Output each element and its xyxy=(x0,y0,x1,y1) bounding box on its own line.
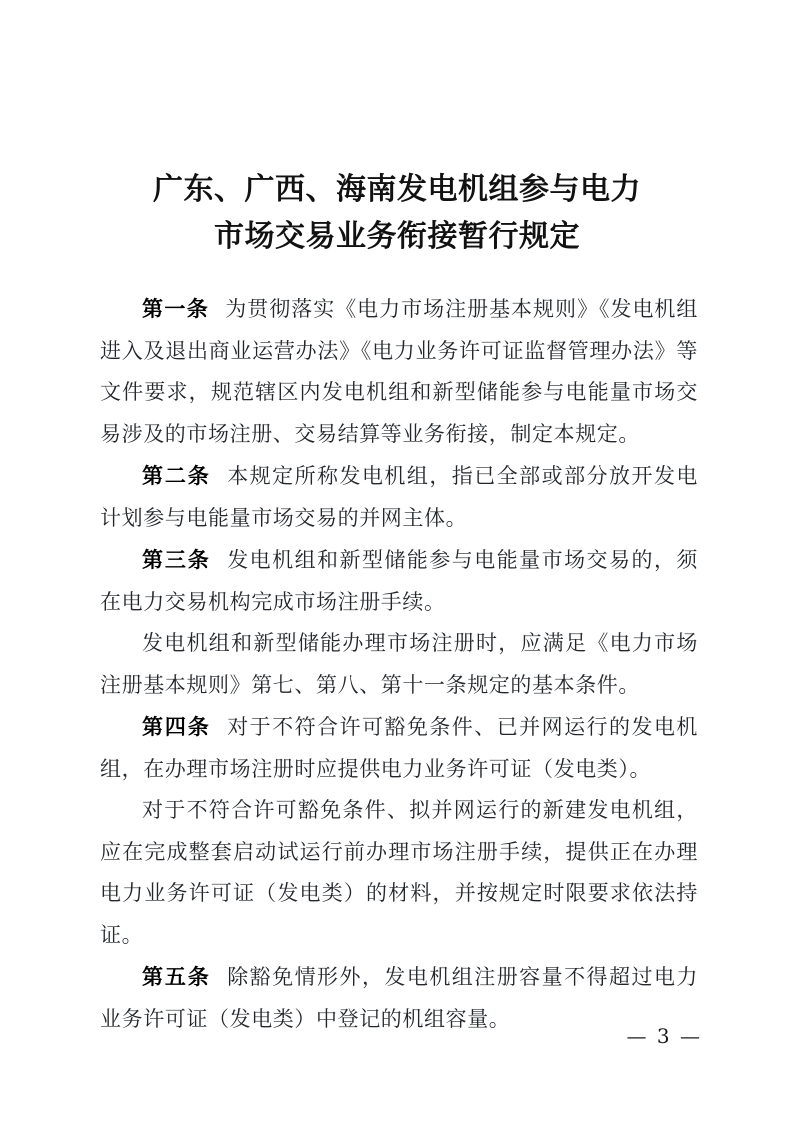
page-title-line-1: 广东、广西、海南发电机组参与电力 xyxy=(153,172,641,208)
article-paragraph xyxy=(100,455,698,539)
article-label: 第一条 xyxy=(142,296,210,321)
page-title-line-2: 市场交易业务衔接暂行规定 xyxy=(214,219,580,255)
article-text: 本规定所称发电机组，指已全部或部分放开发电计划参与电能量市场交易的并网主体。 xyxy=(100,464,699,530)
page-number: — 3 — xyxy=(626,1024,702,1048)
article-paragraph xyxy=(100,956,698,1040)
article-text: 发电机组和新型储能办理市场注册时，应满足《电力市场注册基本规则》第七、第八、第十一条规定的基本条件。 xyxy=(100,631,698,697)
article-paragraph xyxy=(100,288,698,455)
body-paragraph xyxy=(100,623,698,706)
article-text: 除豁免情形外，发电机组注册容量不得超过电力业务许可证（发电类）中登记的机组容量。 xyxy=(100,965,699,1031)
article-text: 对于不符合许可豁免条件、拟并网运行的新建发电机组，应在完成整套启动试运行前办理市场注册手续，提供正在办理电力业务许可证（发电类）的材料，并按规定时限要求依法持证。 xyxy=(100,798,698,947)
article-text: 对于不符合许可豁免条件、已并网运行的发电机组，在办理市场注册时应提供电力业务许可证（发电类）。 xyxy=(100,715,699,781)
body-paragraph xyxy=(100,790,698,956)
article-text: 为贯彻落实《电力市场注册基本规则》《发电机组进入及退出商业运营办法》《电力业务许可证监督管理办法》等文件要求，规范辖区内发电机组和新型储能参与电能量市场交易涉及的市场注册、交易结算等业务衔接，制定本规定。 xyxy=(100,297,699,446)
page-title xyxy=(0,166,794,260)
article-label: 第五条 xyxy=(142,964,211,989)
article-label: 第三条 xyxy=(142,547,211,572)
article-label: 第二条 xyxy=(142,463,211,488)
article-paragraph xyxy=(100,706,698,790)
article-text: 发电机组和新型储能参与电能量市场交易的，须在电力交易机构完成市场注册手续。 xyxy=(100,548,699,614)
article-paragraph xyxy=(100,539,698,623)
article-label: 第四条 xyxy=(142,714,211,739)
document-body xyxy=(100,288,698,1040)
